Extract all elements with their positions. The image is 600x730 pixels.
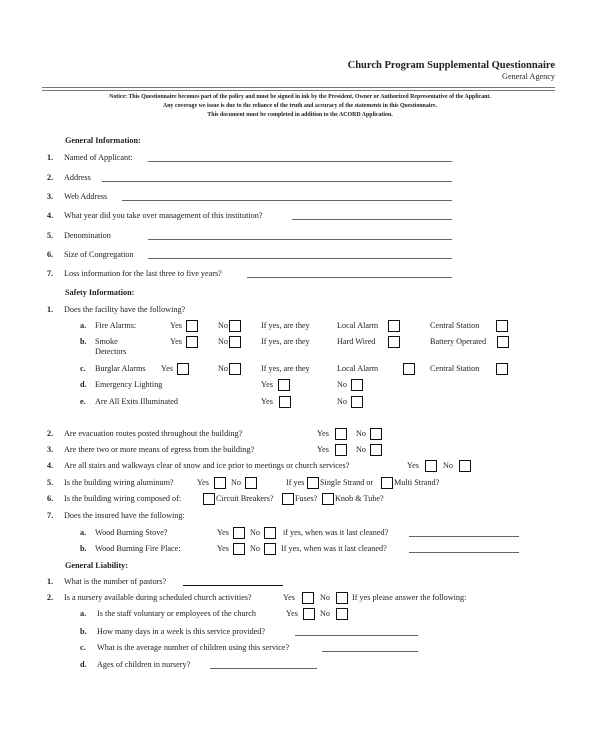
- notice-line-1: Notice: This Questionnaire becomes part of the policy and must be signed in ink by the President, Owner or Authorized Representative of the Applicant.: [109, 94, 491, 100]
- exits-illuminated-yes-checkbox[interactable]: [279, 396, 291, 408]
- row-letter: c.: [80, 643, 86, 652]
- row-label: Burglar Alarms: [95, 364, 146, 373]
- yes-label: Yes: [317, 429, 329, 438]
- no-label: No: [218, 321, 229, 330]
- egress-yes-checkbox[interactable]: [335, 444, 347, 456]
- option-label: Hard Wired: [337, 337, 376, 346]
- exits-illuminated-no-checkbox[interactable]: [351, 396, 363, 408]
- yes-label: Yes: [197, 478, 209, 487]
- row-label: Fire Alarms:: [95, 321, 137, 330]
- item-number: 7.: [47, 511, 54, 520]
- field-label: Loss information for the last three to five years?: [64, 269, 222, 278]
- no-label: No: [356, 445, 367, 454]
- stove-yes-checkbox[interactable]: [233, 527, 245, 539]
- fireplace-no-checkbox[interactable]: [264, 543, 276, 555]
- yes-label: Yes: [161, 364, 173, 373]
- row-label: What is the average number of children using this service?: [97, 643, 290, 652]
- item-number: 4.: [47, 461, 54, 470]
- no-label: No: [337, 380, 348, 389]
- safety-info-heading: Safety Information:: [65, 288, 135, 297]
- row-label: Wood Burning Stove?: [95, 528, 168, 537]
- yes-label: Yes: [170, 337, 182, 346]
- row-letter: a.: [80, 609, 87, 618]
- stove-cleaned-field[interactable]: [409, 536, 519, 537]
- if-yes-label: If yes, are they: [261, 364, 310, 373]
- row-label: Smoke: [95, 337, 118, 346]
- staff-voluntary-no-checkbox[interactable]: [336, 608, 348, 620]
- web-address-field[interactable]: [122, 200, 452, 201]
- yes-label: Yes: [217, 544, 229, 553]
- option-label: Local Alarm: [337, 364, 379, 373]
- staff-voluntary-yes-checkbox[interactable]: [303, 608, 315, 620]
- smoke-hard-wired-checkbox[interactable]: [388, 336, 400, 348]
- loss-info-field[interactable]: [247, 277, 452, 278]
- row-letter: d.: [80, 380, 87, 389]
- congregation-size-field[interactable]: [148, 258, 452, 259]
- knob-tube-checkbox[interactable]: [322, 493, 334, 505]
- row-letter: c.: [80, 364, 86, 373]
- yes-label: Yes: [261, 380, 273, 389]
- stove-no-checkbox[interactable]: [264, 527, 276, 539]
- burglar-yes-checkbox[interactable]: [177, 363, 189, 375]
- option-label: Fuses?: [295, 494, 318, 503]
- circuit-breakers-checkbox[interactable]: [203, 493, 215, 505]
- snow-ice-yes-checkbox[interactable]: [425, 460, 437, 472]
- row-label: Is the staff voluntary or employees of the church: [97, 609, 257, 618]
- option-label: Knob & Tube?: [335, 494, 384, 503]
- yes-label: Yes: [217, 528, 229, 537]
- item-number: 5.: [47, 231, 54, 240]
- no-label: No: [320, 593, 331, 602]
- nursery-yes-checkbox[interactable]: [302, 592, 314, 604]
- document-subtitle: General Agency: [502, 72, 555, 81]
- item-number: 7.: [47, 269, 54, 278]
- fireplace-cleaned-field[interactable]: [409, 552, 519, 553]
- row-label-cont: Detectors: [95, 347, 127, 356]
- no-label: No: [320, 609, 331, 618]
- yes-label: Yes: [407, 461, 419, 470]
- aluminum-no-checkbox[interactable]: [245, 477, 257, 489]
- item-number: 4.: [47, 211, 54, 220]
- smoke-battery-checkbox[interactable]: [497, 336, 509, 348]
- fire-central-station-checkbox[interactable]: [496, 320, 508, 332]
- no-label: No: [218, 364, 229, 373]
- row-letter: e.: [80, 397, 86, 406]
- item-number: 2.: [47, 429, 54, 438]
- address-field[interactable]: [102, 181, 452, 182]
- general-info-heading: General Information:: [65, 136, 141, 145]
- question-label: What is the number of pastors?: [64, 577, 167, 586]
- general-liability-heading: General Liability:: [65, 561, 128, 570]
- burglar-central-station-checkbox[interactable]: [496, 363, 508, 375]
- yes-label: Yes: [286, 609, 298, 618]
- emergency-lighting-yes-checkbox[interactable]: [278, 379, 290, 391]
- follow-up-label: If yes, when was it last cleaned?: [281, 544, 387, 553]
- row-letter: a.: [80, 321, 87, 330]
- row-label: Are All Exits Illuminated: [95, 397, 178, 406]
- option-label: Battery Operated: [430, 337, 487, 346]
- item-number: 2.: [47, 593, 54, 602]
- row-label: Emergency Lighting: [95, 380, 163, 389]
- evacuation-yes-checkbox[interactable]: [335, 428, 347, 440]
- item-number: 2.: [47, 173, 54, 182]
- question-label: Are all stairs and walkways clear of snow and ice prior to meetings or church services?: [64, 461, 350, 470]
- row-letter: d.: [80, 660, 87, 669]
- no-label: No: [337, 397, 348, 406]
- row-letter: b.: [80, 544, 87, 553]
- fire-local-alarm-checkbox[interactable]: [388, 320, 400, 332]
- row-label: Wood Burning Fire Place:: [95, 544, 181, 553]
- smoke-no-checkbox[interactable]: [229, 336, 241, 348]
- item-number: 1.: [47, 305, 54, 314]
- nursery-no-checkbox[interactable]: [336, 592, 348, 604]
- snow-ice-no-checkbox[interactable]: [459, 460, 471, 472]
- follow-up-label: if yes, when was it last cleaned?: [283, 528, 389, 537]
- option-label: Central Station: [430, 364, 480, 373]
- follow-up-label: If yes please answer the following:: [352, 593, 467, 602]
- no-label: No: [218, 337, 229, 346]
- option-label: Local Alarm: [337, 321, 379, 330]
- item-number: 5.: [47, 478, 54, 487]
- no-label: No: [250, 544, 261, 553]
- option-label: Single Strand or: [320, 478, 374, 487]
- management-year-field[interactable]: [292, 219, 452, 220]
- question-label: Does the facility have the following?: [64, 305, 186, 314]
- yes-label: Yes: [261, 397, 273, 406]
- option-label: Circuit Breakers?: [216, 494, 274, 503]
- field-label: Web Address: [64, 192, 108, 201]
- field-label: Address: [64, 173, 91, 182]
- item-number: 1.: [47, 577, 54, 586]
- notice-line-3: This document must be completed in addition to the ACORD Application.: [207, 112, 393, 118]
- option-label: Multi Strand?: [394, 478, 440, 487]
- days-per-week-field[interactable]: [295, 635, 418, 636]
- item-number: 1.: [47, 153, 54, 162]
- field-label: Size of Congregation: [64, 250, 134, 259]
- fire-alarm-yes-checkbox[interactable]: [186, 320, 198, 332]
- no-label: No: [250, 528, 261, 537]
- if-yes-label: If yes: [286, 478, 305, 487]
- single-strand-checkbox[interactable]: [307, 477, 319, 489]
- notice-line-2: Any coverage we issue is due to the reliance of the truth and accuracy of the statements in this Questionnaire.: [163, 103, 437, 109]
- item-number: 6.: [47, 494, 54, 503]
- item-number: 3.: [47, 445, 54, 454]
- question-label: Is the building wiring aluminum?: [64, 478, 174, 487]
- question-label: Are there two or more means of egress from the building?: [64, 445, 255, 454]
- yes-label: Yes: [170, 321, 182, 330]
- row-label: Ages of children in nursery?: [97, 660, 191, 669]
- smoke-yes-checkbox[interactable]: [186, 336, 198, 348]
- header-divider: [42, 87, 555, 91]
- if-yes-label: If yes, are they: [261, 321, 310, 330]
- burglar-local-alarm-checkbox[interactable]: [403, 363, 415, 375]
- row-letter: b.: [80, 627, 87, 636]
- row-label: How many days in a week is this service provided?: [97, 627, 266, 636]
- no-label: No: [443, 461, 454, 470]
- question-label: Is a nursery available during scheduled church activities?: [64, 593, 252, 602]
- question-label: Is the building wiring composed of:: [64, 494, 182, 503]
- question-label: Does the insured have the following:: [64, 511, 185, 520]
- children-ages-field[interactable]: [210, 668, 317, 669]
- yes-label: Yes: [283, 593, 295, 602]
- pastors-count-field[interactable]: [183, 585, 283, 586]
- item-number: 6.: [47, 250, 54, 259]
- yes-label: Yes: [317, 445, 329, 454]
- question-label: Are evacuation routes posted throughout the building?: [64, 429, 243, 438]
- emergency-lighting-no-checkbox[interactable]: [351, 379, 363, 391]
- applicant-name-field[interactable]: [148, 161, 452, 162]
- fireplace-yes-checkbox[interactable]: [233, 543, 245, 555]
- item-number: 3.: [47, 192, 54, 201]
- average-children-field[interactable]: [322, 651, 418, 652]
- evacuation-no-checkbox[interactable]: [370, 428, 382, 440]
- document-title: Church Program Supplemental Questionnaire: [347, 60, 555, 71]
- egress-no-checkbox[interactable]: [370, 444, 382, 456]
- row-letter: b.: [80, 337, 87, 346]
- field-label: Named of Applicant:: [64, 153, 133, 162]
- no-label: No: [356, 429, 367, 438]
- multi-strand-checkbox[interactable]: [381, 477, 393, 489]
- aluminum-yes-checkbox[interactable]: [214, 477, 226, 489]
- denomination-field[interactable]: [148, 239, 452, 240]
- option-label: Central Station: [430, 321, 480, 330]
- row-letter: a.: [80, 528, 87, 537]
- no-label: No: [231, 478, 242, 487]
- fuses-checkbox[interactable]: [282, 493, 294, 505]
- if-yes-label: If yes, are they: [261, 337, 310, 346]
- field-label: Denomination: [64, 231, 111, 240]
- field-label: What year did you take over management of this institution?: [64, 211, 263, 220]
- burglar-no-checkbox[interactable]: [229, 363, 241, 375]
- fire-alarm-no-checkbox[interactable]: [229, 320, 241, 332]
